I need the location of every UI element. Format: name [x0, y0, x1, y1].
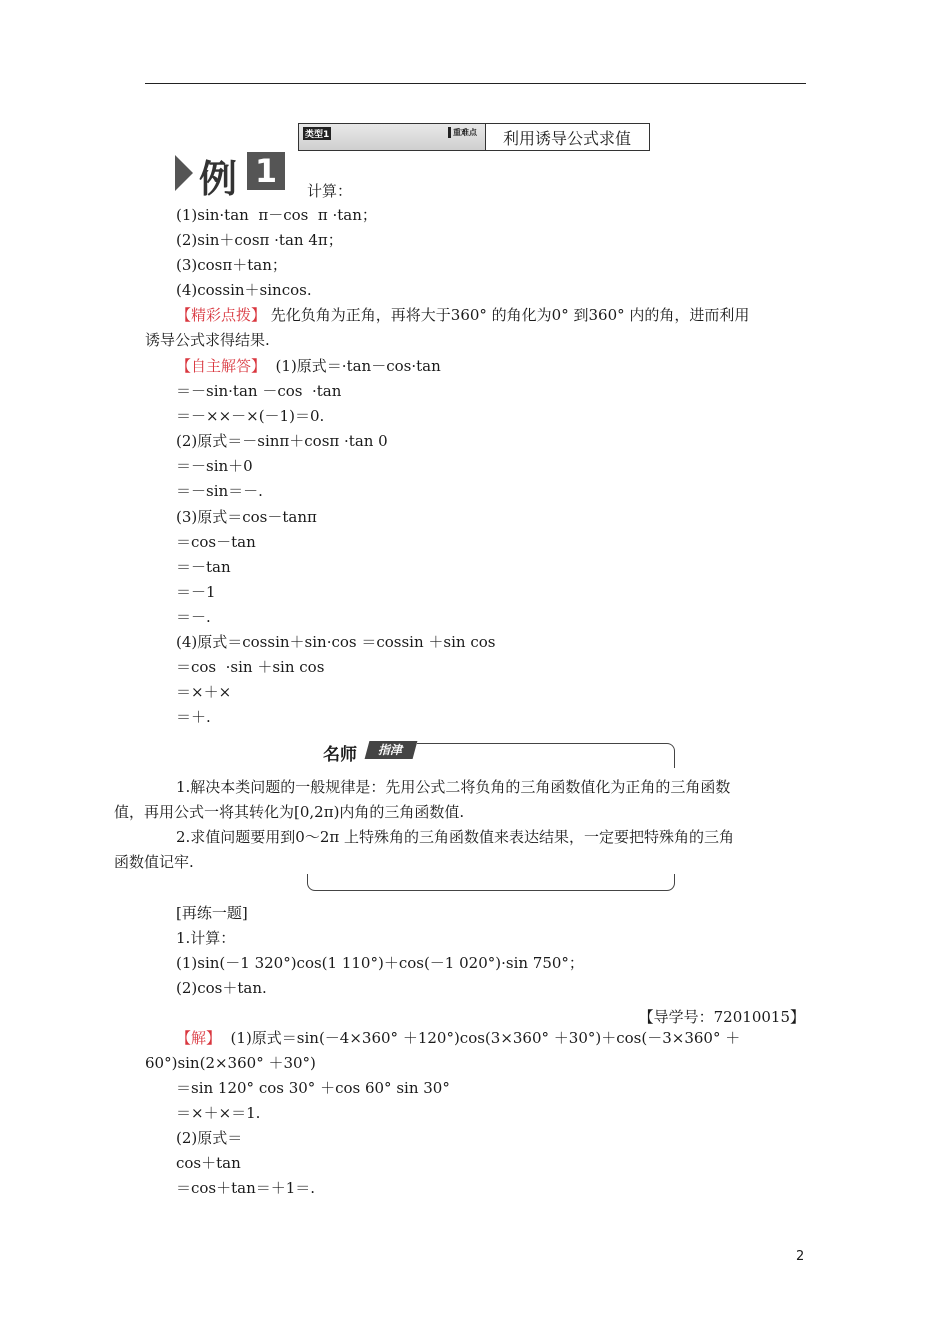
header-rule [145, 83, 806, 84]
tips-badge: 指津 [365, 741, 418, 759]
answer-line: 60°)sin(2×360° ＋30°) [145, 1054, 316, 1072]
tips-frame-bottom [307, 874, 675, 891]
solution-line: (2)原式＝－sinπ＋cosπ ·tan 0 [176, 432, 388, 450]
practice-heading: [再练一题] [176, 904, 248, 922]
problem-line: (4)cossin＋sincos. [176, 281, 312, 299]
answer-label: 【解】 [176, 1029, 222, 1047]
problem-line: (2)sin＋cosπ ·tan 4π； [176, 231, 343, 249]
example-char: 例 [199, 157, 238, 201]
answer-line: (2)原式＝ [176, 1129, 243, 1147]
solution-line: ＝－sin＋0 [176, 457, 253, 475]
problem-line: (3)cosπ＋tan； [176, 256, 287, 274]
tips-frame-top [417, 743, 675, 768]
answer-line: ＝sin 120° cos 30° ＋cos 60° sin 30° [176, 1079, 450, 1097]
solution-line: ＝cos ·sin ＋sin cos [176, 658, 325, 676]
solution-line: ＝×＋× [176, 683, 232, 701]
practice-q2: (2)cos＋tan. [176, 979, 267, 997]
solution-first-line [176, 356, 441, 376]
solution-line: ＝－sin·tan －cos ·tan [176, 382, 342, 400]
tips-title: 名师 [323, 745, 357, 765]
solution-line: (3)原式＝cos－tanπ [176, 508, 317, 526]
tips-paragraph-1 [114, 775, 805, 825]
solution-line: ＝－sin＝－. [176, 482, 263, 500]
solution-first: (1)原式＝·tan－cos·tan [266, 357, 441, 375]
tips-p2-line2: 函数值记牢. [114, 853, 194, 871]
section-type-bar [299, 124, 486, 150]
example-question: 计算： [307, 182, 353, 200]
practice-question: 1.计算： [176, 929, 236, 947]
answer-first: (1)原式＝sin(－4×360° ＋120°)cos(3×360° ＋30°)＋cos(－3×360° ＋ [221, 1029, 741, 1047]
solution-line: ＝－××－×(－1)＝0. [176, 407, 325, 425]
tips-p1-line2: 值，再用公式一将其转化为[0,2π)内角的三角函数值. [114, 803, 465, 821]
solution-line: ＝＋. [176, 708, 211, 726]
answer-line: ＝cos＋tan＝＋1＝. [176, 1179, 316, 1197]
problem-line: (1)sin·tan π－cos π ·tan； [176, 206, 377, 224]
hint-line [176, 305, 749, 325]
example-arrow-icon [175, 155, 193, 191]
solution-line: ＝cos－tan [176, 533, 256, 551]
example-number: 1 [247, 152, 285, 190]
solution-line: (4)原式＝cossin＋sin·cos ＝cossin ＋sin cos [176, 633, 496, 651]
solution-line: ＝－tan [176, 558, 231, 576]
section-type-label: 类型1 [303, 127, 331, 140]
answer-line: cos＋tan [176, 1154, 241, 1172]
example-badge [175, 152, 291, 201]
tips-p2-line1: 2.求值问题要用到0～2π 上特殊角的三角函数值来表达结果，一定要把特殊角的三角 [176, 828, 735, 846]
practice-q1: (1)sin(－1 320°)cos(1 110°)＋cos(－1 020°)·sin 750°； [176, 954, 584, 972]
hint-line-2: 诱导公式求得结果. [145, 331, 270, 349]
hint-text: 先化负角为正角，再将大于360° 的角化为0° 到360° 内的角，进而利用 [266, 306, 750, 324]
page-number: 2 [796, 1249, 805, 1264]
solution-label: 【自主解答】 [176, 357, 267, 375]
hint-label: 【精彩点拨】 [176, 306, 267, 324]
guide-number: 【导学号：72010015】 [638, 1008, 805, 1026]
answer-line: ＝×＋×＝1. [176, 1104, 261, 1122]
solution-line: ＝－. [176, 608, 211, 626]
section-type-box [298, 123, 650, 151]
section-title: 利用诱导公式求值 [503, 129, 632, 148]
answer-first-line [176, 1028, 740, 1048]
tips-paragraph-2 [114, 825, 805, 875]
section-type-tag: 重难点 [448, 127, 477, 138]
tips-p1-line1: 1.解决本类问题的一般规律是：先用公式二将负角的三角函数值化为正角的三角函数 [176, 778, 731, 796]
solution-line: ＝－1 [176, 583, 216, 601]
